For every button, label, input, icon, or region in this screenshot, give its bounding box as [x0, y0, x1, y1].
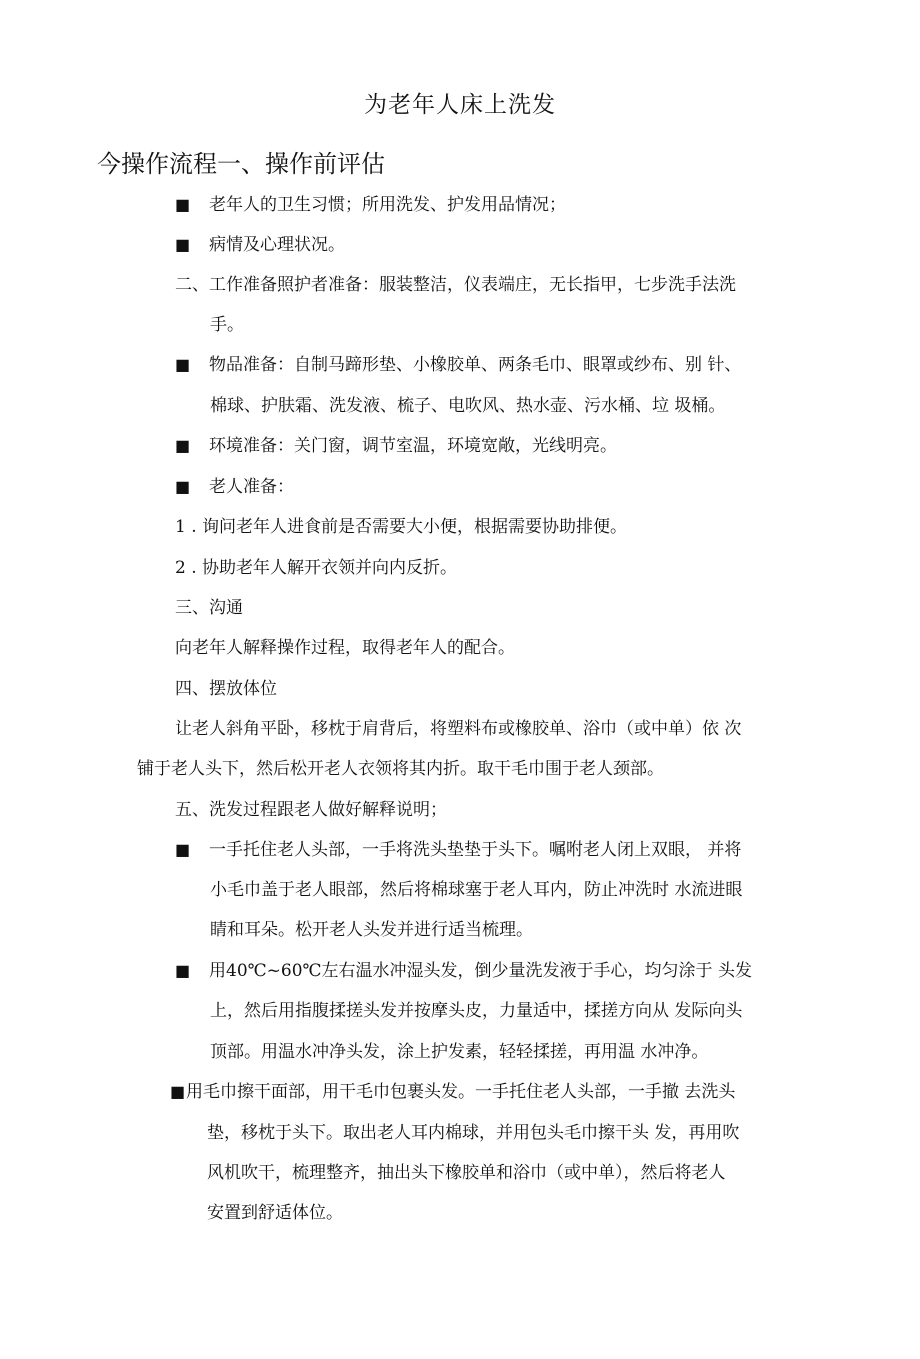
paragraph-line: 顶部。用温水冲净头发，涂上护发素，轻轻揉搓，再用温 水冲净。 — [210, 1042, 709, 1062]
bullet-icon: ■ — [175, 195, 191, 214]
paragraph-line: 垫，移枕于头下。取出老人耳内棉球，并用包头毛巾擦干头 发，再用吹 — [207, 1123, 740, 1143]
item-text: 用40℃~60℃左右温水冲湿头发，倒少量洗发液于手心，均匀涂于 头发 — [209, 961, 752, 981]
paragraph-line: 风机吹干，梳理整齐，抽出头下橡胶单和浴巾（或中单），然后将老人 — [207, 1163, 726, 1183]
numbered-item: 1 . 询问老年人进食前是否需要大小便，根据需要协助排便。 — [175, 517, 628, 537]
section-heading: 今操作流程一、操作前评估 — [97, 150, 385, 178]
document-title: 为老年人床上洗发 — [364, 92, 556, 118]
bullet-icon: ■ — [175, 840, 191, 859]
paragraph-line: 二、工作准备照护者准备：服装整洁，仪表端庄，无长指甲，七步洗手法洗 — [175, 275, 736, 295]
paragraph-line: 安置到舒适体位。 — [207, 1203, 343, 1223]
numbered-item: 2 . 协助老年人解开衣领并向内反折。 — [175, 558, 458, 578]
list-item — [175, 839, 741, 861]
item-text: 病情及心理状况。 — [209, 235, 345, 255]
bullet-icon: ■ — [175, 477, 191, 496]
section-subheading: 三、沟通 — [175, 598, 243, 618]
list-item — [175, 960, 752, 982]
item-text: 老年人的卫生习惯；所用洗发、护发用品情况； — [209, 195, 566, 215]
list-item — [175, 354, 741, 376]
list-item — [175, 234, 345, 256]
item-text: 一手托住老人头部，一手将洗头垫垫于头下。嘱咐老人闭上双眼， 并将 — [209, 840, 742, 860]
bullet-icon: ■ — [170, 1082, 186, 1101]
paragraph-line: 小毛巾盖于老人眼部，然后将棉球塞于老人耳内，防止冲洗时 水流进眼 — [210, 880, 743, 900]
list-item — [170, 1081, 735, 1103]
item-text: 物品准备：自制马蹄形垫、小橡胶单、两条毛巾、眼罩或纱布、别 针、 — [209, 355, 742, 375]
paragraph-line: 铺于老人头下，然后松开老人衣领将其内折。取干毛巾围于老人颈部。 — [137, 759, 664, 779]
item-text: 环境准备：关门窗，调节室温，环境宽敞，光线明亮。 — [209, 436, 617, 456]
bullet-icon: ■ — [175, 436, 191, 455]
section-subheading: 五、洗发过程跟老人做好解释说明； — [175, 800, 447, 820]
bullet-icon: ■ — [175, 235, 191, 254]
paragraph-line: 手。 — [210, 315, 244, 335]
paragraph-line: 向老年人解释操作过程，取得老年人的配合。 — [175, 638, 515, 658]
list-item — [175, 435, 617, 457]
paragraph-line: 让老人斜角平卧，移枕于肩背后，将塑料布或橡胶单、浴巾（或中单）依 次 — [175, 719, 742, 739]
bullet-icon: ■ — [175, 961, 191, 980]
bullet-icon: ■ — [175, 355, 191, 374]
item-text: 用毛巾擦干面部，用干毛巾包裹头发。一手托住老人头部，一手撤 去洗头 — [186, 1082, 736, 1102]
section-subheading: 四、摆放体位 — [175, 679, 277, 699]
paragraph-line: 棉球、护肤霜、洗发液、梳子、电吹风、热水壶、污水桶、垃 圾桶。 — [210, 396, 726, 416]
paragraph-line: 睛和耳朵。松开老人头发并进行适当梳理。 — [210, 920, 533, 940]
list-item — [175, 476, 294, 498]
list-item — [175, 194, 566, 216]
paragraph-line: 上，然后用指腹揉搓头发并按摩头皮，力量适中，揉搓方向从 发际向头 — [210, 1001, 743, 1021]
item-text: 老人准备： — [209, 477, 294, 497]
